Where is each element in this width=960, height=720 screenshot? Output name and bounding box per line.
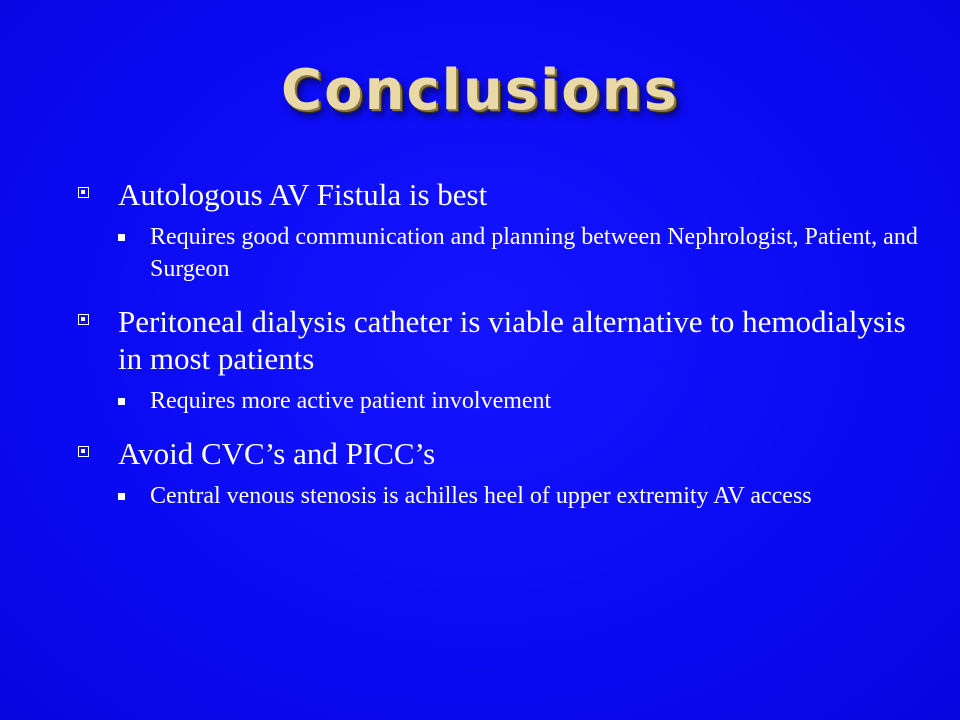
small-square-bullet-icon [118, 234, 125, 241]
bullet-list [78, 176, 918, 530]
square-bullet-icon [78, 314, 89, 325]
sub-bullet-text: Requires more active patient involvement [150, 388, 552, 414]
sub-bullet-item [78, 221, 918, 285]
sub-bullet-item [78, 480, 918, 512]
bullet-text: Avoid CVC’s and PICC’s [118, 436, 436, 471]
sub-bullet-text: Requires good communication and planning between Nephrologist, Patient, and Surgeon [150, 224, 918, 282]
slide-title: Conclusions [281, 58, 679, 123]
square-bullet-icon [78, 187, 89, 198]
small-square-bullet-icon [118, 398, 125, 405]
bullet-item [78, 435, 918, 472]
square-bullet-icon [78, 446, 89, 457]
bullet-item [78, 303, 918, 377]
small-square-bullet-icon [118, 493, 125, 500]
bullet-item [78, 176, 918, 213]
sub-bullet-item [78, 385, 918, 417]
bullet-text: Autologous AV Fistula is best [118, 177, 488, 212]
bullet-text: Peritoneal dialysis catheter is viable alternative to hemodialysis in most patients [118, 304, 906, 376]
sub-bullet-text: Central venous stenosis is achilles heel of upper extremity AV access [150, 483, 812, 509]
